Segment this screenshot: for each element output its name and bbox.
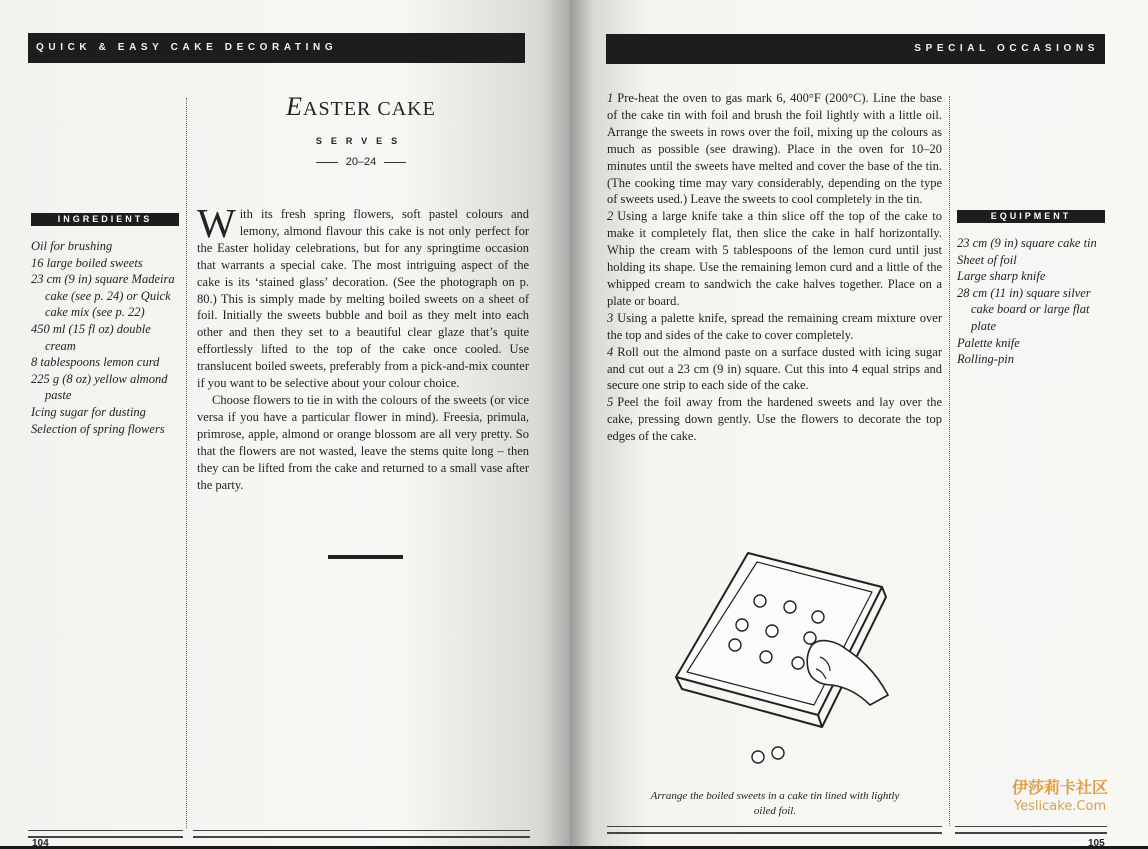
serves-label: SERVES	[315, 136, 407, 146]
ingredient-item: Selection of spring flowers	[31, 421, 165, 436]
equipment-item: Large sharp knife	[957, 269, 1046, 284]
ingredient-item: Icing sugar for dusting	[31, 404, 146, 419]
footer-rule-left-main	[193, 830, 530, 838]
step-number: 2	[607, 209, 614, 224]
title-initial: E	[286, 92, 304, 121]
left-running-header: QUICK & EASY CAKE DECORATING	[28, 33, 525, 63]
intro-paragraph-1-text: ith its fresh spring flowers, soft pastel colours and lemony, almond flavour this cake is not only perfect for the Easter holiday celebrations, but for any springtime occasion that warrants a special cake. The most intriguing aspect of the cake is its ‘stained glass’ decoration. (See the photograph on p. 80.) This is simply made by melting boiled sweets on a sheet of foil. Initially the sweets bubble and boil as they melt into each other and then they set to a beautiful clear glaze that’s quite effortlessly lifted to the top of the cake once cooled. Use translucent boiled sweets, preferably from a pick-and-mix counter if you want to be selective about your colour choice.	[197, 207, 529, 391]
drop-cap: W	[197, 200, 236, 246]
illustration-caption: Arrange the boiled sweets in a cake tin lined with lightly oiled foil.	[650, 790, 900, 817]
step-text: Roll out the almond paste on a surface dusted with icing sugar and cut out a 23 cm (9 in) square. Cut this into 4 equal strips and secure one strip to each side of the cake.	[607, 344, 942, 393]
method-step	[607, 344, 942, 395]
equipment-item: Rolling-pin	[957, 352, 1014, 367]
step-text: Using a large knife take a thin slice off the top of the cake to make it completely flat, then slice the cake in half horizontally. Whip the cream with 5 tablespoons of the lemon curd until just holding its shape. Use the remaining lemon curd and a little of the whipped cream to sandwich the cake halves together. Place on a plate or board.	[607, 209, 942, 308]
footer-rule-right-main	[607, 826, 942, 834]
serves-value-line	[196, 156, 526, 168]
serves-rule-right	[384, 162, 406, 163]
equipment-item: Sheet of foil	[957, 252, 1017, 267]
intro-paragraph-2: Choose flowers to tie in with the colours of the sweets (or vice versa if you have a particular flower in mind). Freesia, primula, primrose, apple, almond or orange blossom are all very pretty. So that the flowers are not wasted, leave the stems quite long – then they can be lifted from the cake and returned to a small vase after the party.	[197, 392, 529, 492]
step-number: 4	[607, 344, 614, 359]
equipment-list	[957, 235, 1109, 368]
equipment-item: 28 cm (11 in) square silver cake board or large flat plate	[957, 285, 1091, 333]
step-text: Using a palette knife, spread the remaining cream mixture over the top and sides of the cake to cover completely.	[607, 310, 942, 342]
left-column-divider	[186, 98, 187, 828]
left-page-number: 104	[32, 838, 49, 849]
watermark-line-1: 伊莎莉卡社区	[1011, 778, 1108, 797]
ingredient-item: 225 g (8 oz) yellow almond paste	[31, 371, 168, 403]
intro-text	[197, 200, 529, 493]
method-step	[607, 394, 942, 445]
watermark-line-2: Yeslicake.Com	[1013, 799, 1107, 814]
intro-paragraph-1	[197, 200, 529, 392]
ingredient-item: 16 large boiled sweets	[31, 255, 143, 270]
step-number: 3	[607, 310, 614, 325]
right-column-divider	[949, 96, 950, 826]
equipment-item: Palette knife	[957, 335, 1020, 350]
step-text: Peel the foil away from the hardened sweets and lay over the cake, pressing down gently. Use the flowers to decorate the top edges of the cake.	[607, 395, 942, 444]
footer-rule-left-column	[28, 830, 183, 838]
method-text	[607, 90, 942, 445]
right-running-header: SPECIAL OCCASIONS	[606, 34, 1105, 64]
method-step	[607, 90, 942, 208]
ingredient-item: 450 ml (15 fl oz) double cream	[31, 321, 151, 353]
ingredients-label: INGREDIENTS	[31, 213, 179, 226]
ingredient-item: 23 cm (9 in) square Madeira cake (see p. 24) or Quick cake mix (see p. 22)	[31, 272, 175, 320]
serves-rule-left	[316, 162, 338, 163]
watermark	[1000, 778, 1120, 816]
step-number: 5	[607, 395, 614, 410]
right-page-number: 105	[1088, 838, 1105, 849]
cake-tin-illustration	[660, 545, 900, 775]
equipment-item: 23 cm (9 in) square cake tin	[957, 236, 1097, 250]
end-of-text-bar	[328, 555, 403, 559]
recipe-title	[196, 92, 526, 122]
ingredient-item: 8 tablespoons lemon curd	[31, 355, 160, 370]
step-number: 1	[607, 91, 614, 105]
title-rest: ASTER CAKE	[303, 98, 436, 120]
ingredients-list	[31, 238, 181, 437]
footer-rule-right-column	[955, 826, 1107, 834]
step-text: Pre-heat the oven to gas mark 6, 400°F (200°C). Line the base of the cake tin with foil and brush the foil lightly with a little oil. Arrange the sweets in rows over the foil, mixing up the colours as much as possible (see drawing). Place in the oven for 10–20 minutes until the sweets have melted and cover the base of the tin. (The cooking time may vary considerably, depending on the type of sweets used.) Leave the sweets to cool completely in the tin.	[607, 91, 942, 207]
method-step	[607, 208, 942, 309]
method-step	[607, 310, 942, 344]
serves-value: 20–24	[345, 156, 377, 168]
ingredient-item: Oil for brushing	[31, 239, 113, 253]
equipment-label: EQUIPMENT	[957, 210, 1105, 223]
